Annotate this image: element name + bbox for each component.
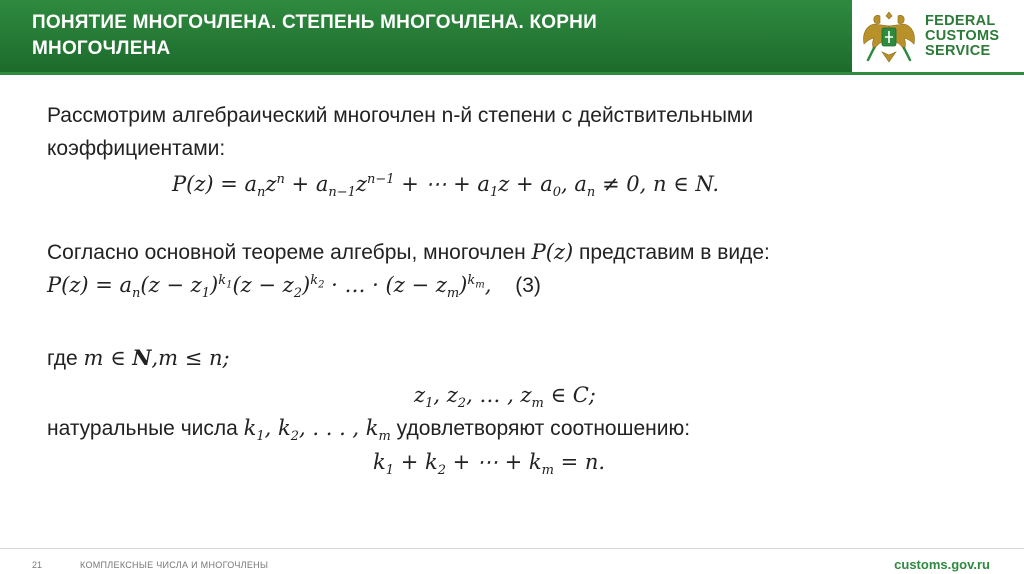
factorization-formula [47, 273, 541, 301]
logo-text [925, 14, 999, 59]
logo-text-line1: FEDERAL [925, 13, 996, 29]
header-divider [0, 72, 1024, 75]
slide-title-line1: ПОНЯТИЕ МНОГОЧЛЕНА. СТЕПЕНЬ МНОГОЧЛЕНА. КОРНИ [32, 12, 597, 33]
theorem-suffix: представим в виде: [573, 241, 770, 264]
double-headed-eagle-emblem-icon [860, 6, 918, 66]
roots-line: $z_1$, $z_2$, … , $z_m$ ∈ C; [414, 383, 596, 412]
formula-text: $P(z) = a_nz^n + a_{n-1}z^{n-1}$ + ⋯ + $a_1z + a_0$, $a_n \ne 0$, n ∈ N. [172, 172, 720, 201]
intro-line-2: коэффициентами: [47, 137, 226, 160]
polynomial-formula [172, 172, 719, 200]
theorem-line [47, 240, 770, 265]
natural-numbers-line [47, 416, 690, 444]
slide-header [0, 0, 1024, 72]
footer-divider [0, 548, 1024, 549]
logo-text-line3: SERVICE [925, 43, 991, 59]
footer-site-link[interactable]: customs.gov.ru [894, 557, 990, 572]
where-condition: m ∈ N,m ≤ n; [83, 345, 230, 370]
where-line [47, 345, 230, 371]
slide-title-line2: МНОГОЧЛЕНА [32, 38, 171, 59]
logo-text-line2: CUSTOMS [925, 28, 1000, 44]
theorem-symbol: P(z) [531, 240, 574, 264]
natural-suffix: удовлетворяют соотношению: [390, 417, 691, 440]
formula3-number: (3) [515, 274, 541, 297]
fcs-logo [860, 6, 1020, 66]
page-number: 21 [32, 560, 43, 570]
natural-symbols: $k_1$, $k_2$, . . . , $k_m$ [243, 416, 391, 445]
theorem-prefix: Согласно основной теореме алгебры, многочлен [47, 241, 532, 264]
formula3-text: $P(z) = a_n(z - z_1)^{k_1}(z - z_2)^{k_2}$ · … · $(z - z_m)^{k_m}$, [47, 273, 492, 302]
natural-prefix: натуральные числа [47, 417, 244, 440]
intro-line-1: Рассмотрим алгебраический многочлен n-й степени с действительными [47, 104, 754, 127]
footer-section-title: КОМПЛЕКСНЫЕ ЧИСЛА И МНОГОЧЛЕНЫ [80, 560, 269, 570]
where-prefix: где [47, 347, 84, 370]
slide-title [32, 10, 832, 62]
slide-footer [0, 548, 1024, 574]
sum-formula: $k_1 + k_2$ + ⋯ + $k_m = n$. [373, 450, 606, 479]
title-band [0, 0, 852, 72]
